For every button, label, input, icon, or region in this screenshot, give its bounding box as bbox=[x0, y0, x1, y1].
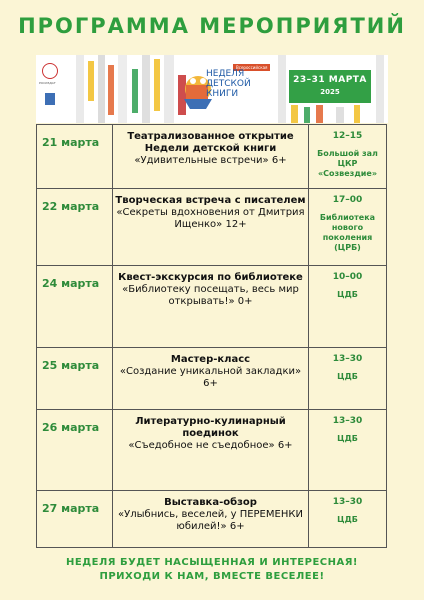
banner-name-line3: КНИГИ bbox=[206, 89, 239, 99]
event-cell bbox=[113, 125, 309, 188]
book-icon bbox=[45, 93, 55, 105]
event-banner bbox=[36, 55, 388, 123]
event-info bbox=[309, 125, 386, 194]
event-date: 21 марта bbox=[37, 125, 113, 188]
event-info bbox=[309, 348, 386, 415]
event-date: 26 марта bbox=[37, 410, 113, 490]
event-place: Библиотека нового поколения (ЦРБ) bbox=[319, 213, 376, 252]
event-name: Выставка-обзор bbox=[164, 497, 257, 508]
footer-line1: НЕДЕЛЯ БУДЕТ НАСЫЩЕННАЯ И ИНТЕРЕСНАЯ! bbox=[66, 557, 358, 568]
event-description: «Создание уникальной закладки» 6+ bbox=[119, 366, 302, 389]
event-description: «Библиотеку посещать, весь мир открывать!» 0+ bbox=[122, 284, 299, 307]
event-time: 17–00 bbox=[332, 195, 363, 205]
table-row bbox=[37, 348, 386, 410]
banner-dates: 23–31 МАРТА bbox=[293, 75, 367, 85]
event-info bbox=[309, 491, 386, 553]
event-description: «Съедобное не съедобное» 6+ bbox=[128, 440, 293, 451]
event-description: «Удивительные встречи» 6+ bbox=[134, 155, 287, 166]
event-description: «Секреты вдохновения от Дмитрия Ищенко» 12+ bbox=[116, 207, 305, 230]
logo-text: РОСИЗДАТ bbox=[39, 81, 56, 85]
event-name: Литературно-кулинарный поединок bbox=[135, 416, 286, 439]
event-time: 13–30 bbox=[332, 354, 363, 364]
event-time: 13–30 bbox=[332, 416, 363, 426]
event-name: Квест-экскурсия по библиотеке bbox=[118, 272, 303, 283]
event-place: ЦДБ bbox=[337, 372, 358, 381]
event-place: ЦДБ bbox=[337, 434, 358, 443]
banner-dates-badge bbox=[289, 70, 371, 103]
banner-name-line1: НЕДЕЛЯ bbox=[206, 69, 245, 79]
table-row bbox=[37, 410, 386, 491]
event-name: Мастер-класс bbox=[170, 354, 251, 365]
event-name: Театрализованное открытие Недели детской книги bbox=[127, 131, 294, 154]
banner-small-label: Всероссийская bbox=[233, 64, 270, 71]
emblem-icon bbox=[42, 63, 58, 79]
table-row bbox=[37, 491, 386, 547]
banner-name-line2: ДЕТСКОЙ bbox=[206, 79, 251, 89]
event-info bbox=[309, 189, 386, 271]
table-row bbox=[37, 189, 386, 266]
event-info bbox=[309, 266, 386, 353]
event-place: ЦДБ bbox=[337, 290, 358, 299]
banner-name bbox=[206, 69, 276, 99]
event-date: 25 марта bbox=[37, 348, 113, 409]
event-info bbox=[309, 410, 386, 496]
event-time: 10–00 bbox=[332, 272, 363, 282]
table-row bbox=[37, 266, 386, 348]
event-date: 27 марта bbox=[37, 491, 113, 547]
event-description: «Улыбнись, веселей, у ПЕРЕМЕНКИ юбилей!» 6+ bbox=[118, 509, 303, 532]
event-cell bbox=[113, 348, 309, 409]
event-time: 13–30 bbox=[332, 497, 363, 507]
page-title: ПРОГРАММА МЕРОПРИЯТИЙ bbox=[18, 14, 406, 38]
footer-line2: ПРИХОДИ К НАМ, ВМЕСТЕ ВЕСЕЛЕЕ! bbox=[99, 571, 325, 582]
event-name: Творческая встреча с писателем bbox=[115, 195, 306, 206]
events-table bbox=[36, 124, 387, 548]
footer-slogan bbox=[0, 556, 424, 584]
table-row bbox=[37, 125, 386, 189]
event-time: 12–15 bbox=[332, 131, 363, 141]
event-place: Большой зал ЦКР «Созвездие» bbox=[317, 149, 378, 178]
event-cell bbox=[113, 189, 309, 265]
banner-year: 2025 bbox=[320, 88, 340, 96]
event-date: 22 марта bbox=[37, 189, 113, 265]
event-place: ЦДБ bbox=[337, 515, 358, 524]
event-cell bbox=[113, 410, 309, 490]
event-cell bbox=[113, 266, 309, 347]
event-date: 24 марта bbox=[37, 266, 113, 347]
event-cell bbox=[113, 491, 309, 547]
